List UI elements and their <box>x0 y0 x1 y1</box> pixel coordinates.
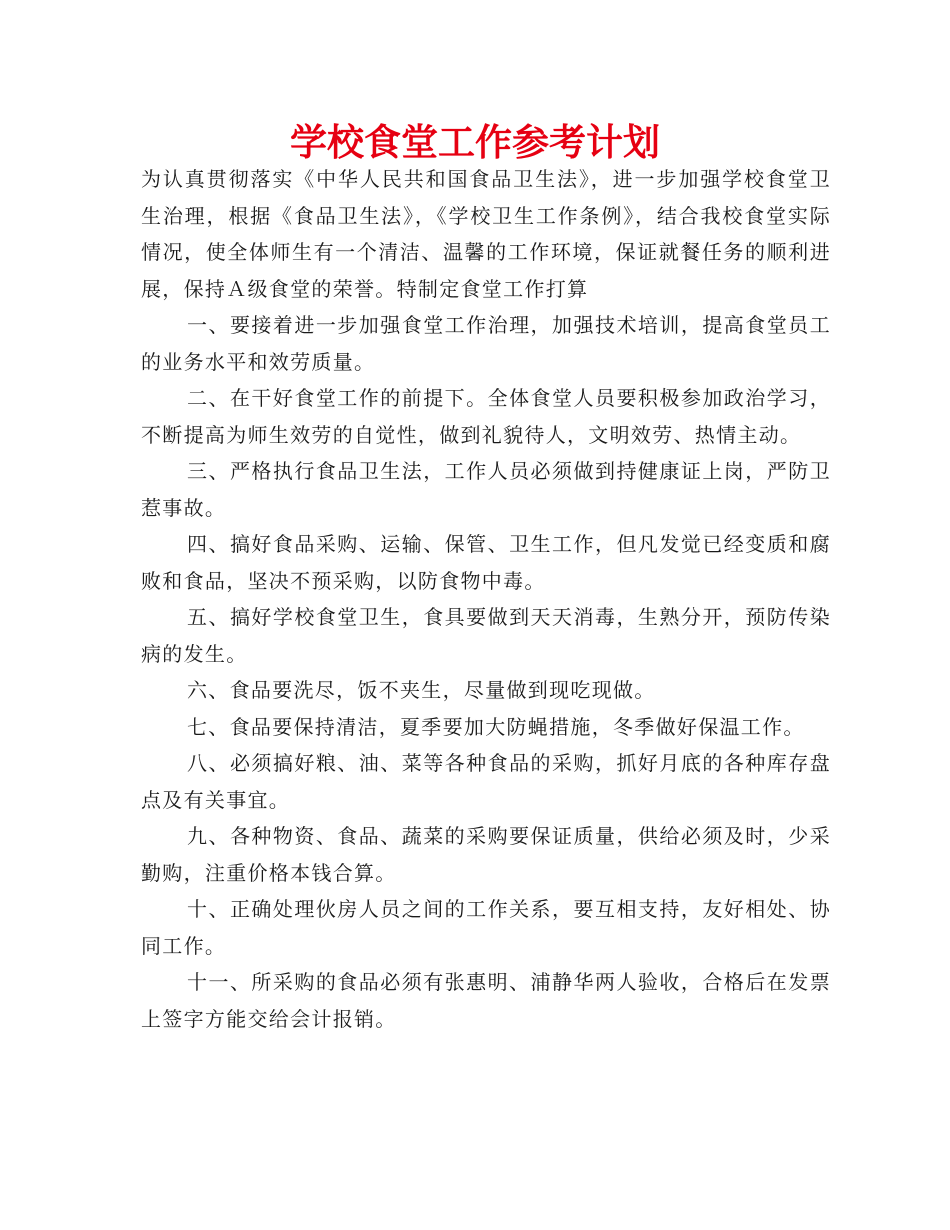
plan-item-6: 六、食品要洗尽，饭不夹生，尽量做到现吃现做。 <box>187 678 656 702</box>
document-title: 学校食堂工作参考计划 <box>290 121 660 164</box>
document-body <box>141 161 831 1037</box>
intro-paragraph: 为认真贯彻落实《中华人民共和国食品卫生法》，进一步加强学校食堂卫生治理，根据《食品卫生法》，《学校卫生工作条例》，结合我校食堂实际情况，使全体师生有一个清洁、温馨的工作环境，保证就餐任务的顺利进展，保持Ａ级食堂的荣誉。特制定食堂工作打算 <box>141 167 831 301</box>
plan-item-9: 九、各种物资、食品、蔬菜的采购要保证质量，供给必须及时，少采勤购，注重价格本钱合算。 <box>141 824 831 885</box>
plan-item-3: 三、严格执行食品卫生法，工作人员必须做到持健康证上岗，严防卫惹事故。 <box>141 459 831 520</box>
plan-item-2: 二、在干好食堂工作的前提下。全体食堂人员要积极参加政治学习，不断提高为师生效劳的自觉性，做到礼貌待人，文明效劳、热情主动。 <box>141 386 831 447</box>
plan-item-8: 八、必须搞好粮、油、菜等各种食品的采购，抓好月底的各种库存盘点及有关事宜。 <box>141 751 831 812</box>
plan-item-10: 十、正确处理伙房人员之间的工作关系，要互相支持，友好相处、协同工作。 <box>141 897 831 958</box>
plan-item-11: 十一、所采购的食品必须有张惠明、浦静华两人验收，合格后在发票上签字方能交给会计报销。 <box>141 970 831 1031</box>
plan-item-5: 五、搞好学校食堂卫生，食具要做到天天消毒，生熟分开，预防传染病的发生。 <box>141 605 831 666</box>
plan-item-4: 四、搞好食品采购、运输、保管、卫生工作，但凡发觉已经变质和腐败和食品，坚决不预采购，以防食物中毒。 <box>141 532 831 593</box>
plan-item-1: 一、要接着进一步加强食堂工作治理，加强技术培训，提高食堂员工的业务水平和效劳质量。 <box>141 313 831 374</box>
plan-item-7: 七、食品要保持清洁，夏季要加大防蝇措施，冬季做好保温工作。 <box>187 714 805 739</box>
